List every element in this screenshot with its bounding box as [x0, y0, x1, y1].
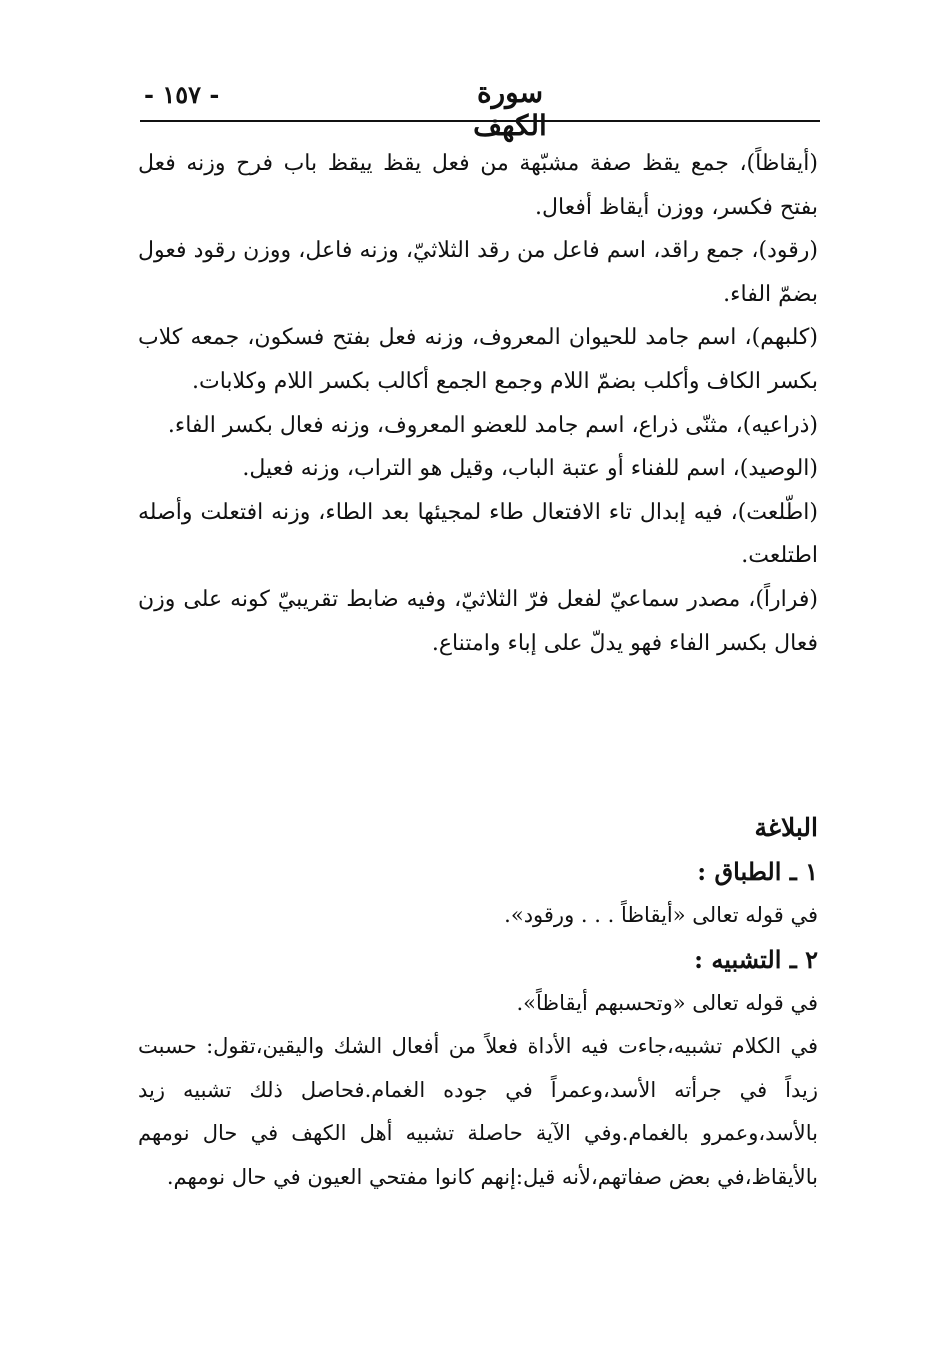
vocab-paragraph-firar: (فراراً)، مصدر سماعيّ لفعل فرّ الثلاثيّ، وفيه ضابط تقريبيّ كونه على وزن فعال بكسر الفاء فهو يدلّ على إباء وامتناع.: [138, 586, 818, 656]
balagha-section: [138, 806, 818, 1199]
vocab-paragraph-ruqud: (رقود)، جمع راقد، اسم فاعل من رقد الثلاثيّ، وزنه فاعل، ووزن رقود فعول بضمّ الفاء.: [138, 238, 818, 307]
vocab-paragraph-wasid: (الوصيد)، اسم للفناء أو عتبة الباب، وقيل هو التراب، وزنه فعيل.: [242, 456, 818, 482]
tibaq-heading: ١ ـ الطباق :: [697, 857, 818, 886]
tashbih-text: في قوله تعالى «وتحسبهم أيقاظاً».: [516, 990, 818, 1015]
tashbih-heading: ٢ ـ التشبيه :: [694, 944, 818, 974]
vocab-paragraph-ittalaat: (اطّلعت)، فيه إبدال تاء الافتعال طاء لمجيئها بعد الطاء، وزنه افتعلت وأصله اطتلعت.: [138, 499, 818, 569]
page-number: - ١٥٧ -: [144, 80, 220, 109]
page-title: سورة الكهف: [473, 76, 547, 142]
vocab-paragraph-dhiraayhi: (ذراعيه)، مثنّى ذراع، اسم جامد للعضو المعروف، وزنه فعال بكسر الفاء.: [167, 412, 818, 438]
tibaq-text: في قوله تعالى «أيقاظاً . . . ورقود».: [504, 903, 818, 927]
vocab-paragraph-kalbuhum: (كلبهم)، اسم جامد للحيوان المعروف، وزنه فعل بفتح فسكون، جمعه كلاب بكسر الكاف وأكلب بضمّ اللام وجمع الجمع أكالب بكسر اللام وكلابات.: [138, 325, 818, 394]
header-divider: [140, 120, 820, 122]
vocab-paragraph-ayqaz: (أيقاظاً)، جمع يقظ صفة مشبّهة من فعل يقظ ييقظ باب فرح وزنه فعل بفتح فكسر، ووزن أيقاظ أفعال.: [138, 151, 818, 220]
vocabulary-section: [138, 142, 818, 665]
balagha-heading: البلاغة: [754, 813, 818, 842]
tashbih-explanation: في الكلام تشبيه،جاءت فيه الأداة فعلاً من أفعال الشك واليقين،تقول: حسبت زيداً في جرأته الأسد،وعمراً في جوده الغمام.فحاصل ذلك تشبيه زيد بالأسد،وعمرو بالغمام.وفي الآية حاصلة تشبيه أهل الكهف في حال نومهم بالأيقاظ،في بعض صفاتهم،لأنه قيل:إنهم كانوا مفتحي العيون في حال نومهم.: [138, 1034, 818, 1189]
page-header: [140, 74, 820, 142]
